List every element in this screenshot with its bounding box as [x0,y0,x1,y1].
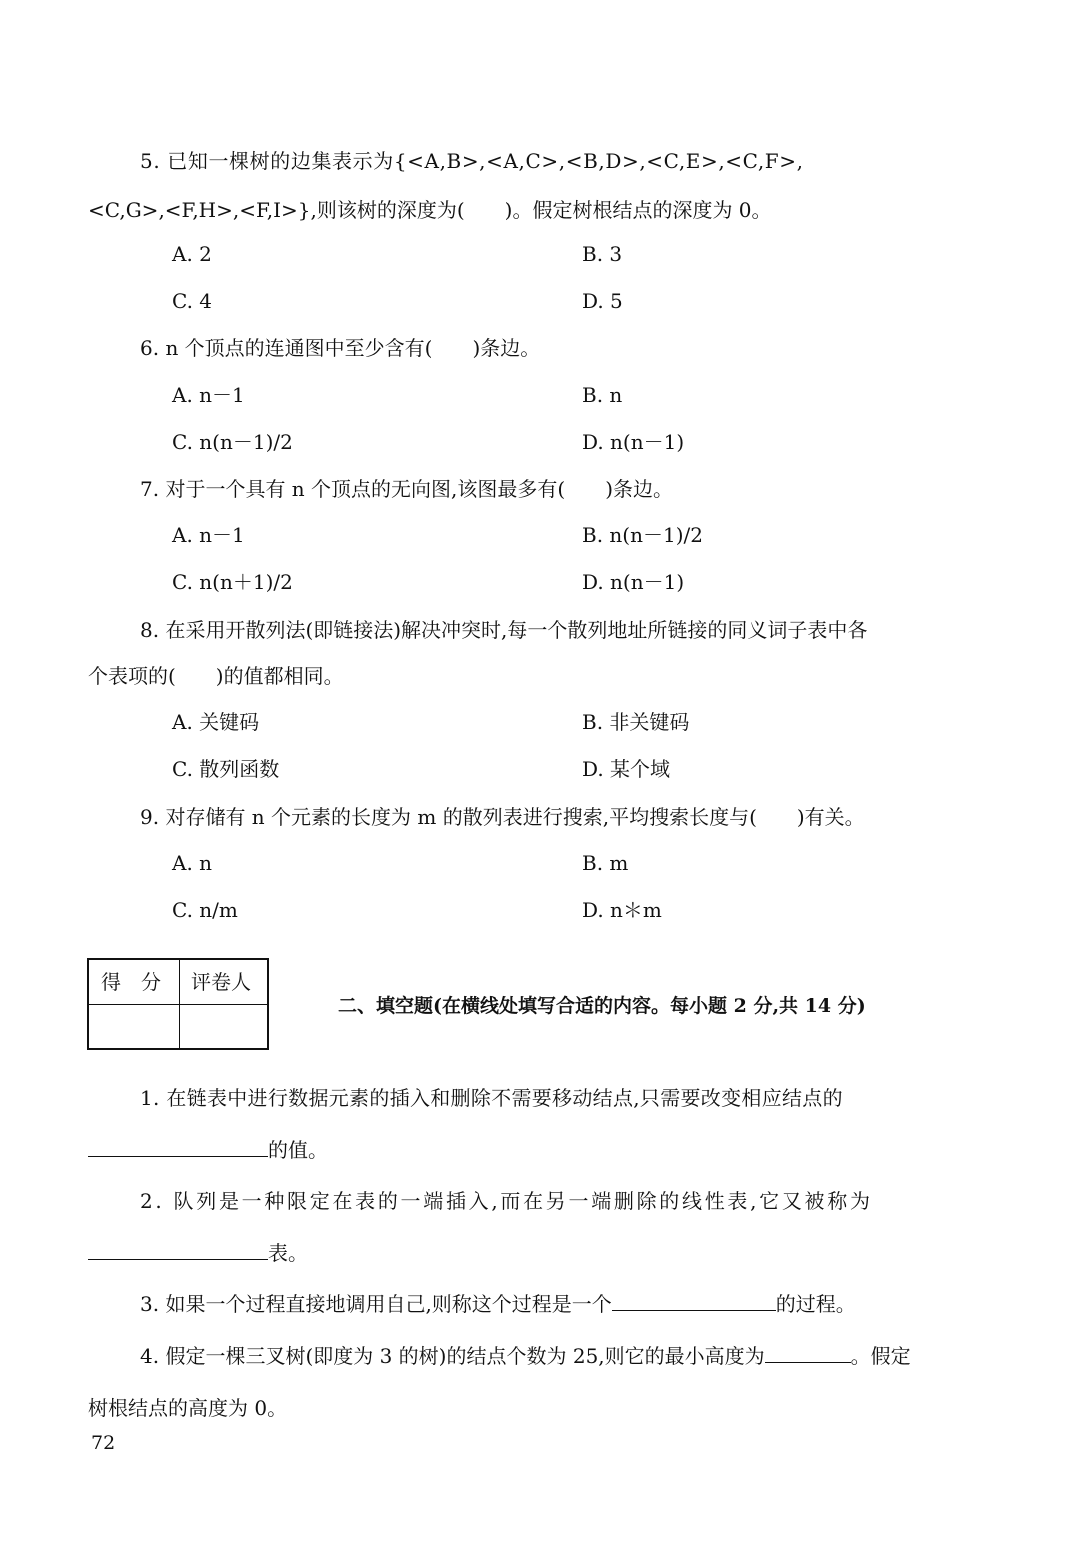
q8-option-c: C. 散列函数 [172,757,280,781]
q7-stem: 7. 对于一个具有 n 个顶点的无向图,该图最多有( )条边。 [140,477,673,501]
q8-stem-line2: 个表项的( )的值都相同。 [88,664,344,688]
fill2-blank[interactable] [88,1241,268,1260]
fill4-suffix: 。假定 [850,1344,911,1368]
fill4-stem-line1 [140,1342,911,1370]
q7-option-c: C. n(n＋1)/2 [172,570,293,594]
q5-option-a: A. 2 [172,242,212,266]
q8-option-a: A. 关键码 [172,710,260,734]
q5-stem-line1: 5. 已知一棵树的边集表示为{<A,B>,<A,C>,<B,D>,<C,E>,<C,F>, [140,149,804,173]
fill2-stem-line2 [88,1239,308,1267]
fill1-suffix: 的值。 [268,1138,328,1162]
q6-option-b: B. n [582,383,623,407]
fill1-stem-line2 [88,1136,328,1164]
q8-stem-line1: 8. 在采用开散列法(即链接法)解决冲突时,每一个散列地址所链接的同义词子表中各 [140,618,868,642]
score-table-row-divider [89,1004,267,1005]
q5-option-d: D. 5 [582,289,623,313]
fill1-blank[interactable] [88,1138,268,1157]
q7-option-d: D. n(n－1) [582,570,685,594]
q5-option-b: B. 3 [582,242,623,266]
fill3-suffix: 的过程。 [775,1292,856,1316]
q9-option-d: D. n＊m [582,898,662,922]
fill4-blank[interactable] [765,1344,851,1363]
q9-option-b: B. m [582,851,629,875]
q5-option-c: C. 4 [172,289,213,313]
q7-option-b: B. n(n－1)/2 [582,523,703,547]
q6-option-d: D. n(n－1) [582,430,685,454]
q6-stem: 6. n 个顶点的连通图中至少含有( )条边。 [140,336,541,360]
q8-option-d: D. 某个域 [582,757,671,781]
fill1-stem-line1: 1. 在链表中进行数据元素的插入和删除不需要移动结点,只需要改变相应结点的 [140,1086,843,1110]
fill3-stem [140,1290,856,1318]
fill4-stem-line2: 树根结点的高度为 0。 [88,1396,288,1420]
fill3-prefix: 3. 如果一个过程直接地调用自己,则称这个过程是一个 [140,1292,612,1316]
section-2-title: 二、填空题(在横线处填写合适的内容。每小题 2 分,共 14 分) [338,995,866,1017]
fill2-stem-line1: 2. 队列是一种限定在表的一端插入,而在另一端删除的线性表,它又被称为 [140,1189,873,1213]
fill3-blank[interactable] [612,1292,776,1311]
page-number: 72 [91,1432,116,1454]
q5-stem-line2: <C,G>,<F,H>,<F,I>},则该树的深度为( )。假定树根结点的深度为 0。 [88,198,772,222]
grader-header: 评卷人 [191,970,251,994]
score-table [87,958,269,1050]
q9-option-c: C. n/m [172,898,238,922]
q8-option-b: B. 非关键码 [582,710,690,734]
q9-option-a: A. n [172,851,213,875]
q6-option-a: A. n－1 [172,383,245,407]
q6-option-c: C. n(n－1)/2 [172,430,293,454]
q7-option-a: A. n－1 [172,523,245,547]
fill4-prefix: 4. 假定一棵三叉树(即度为 3 的树)的结点个数为 25,则它的最小高度为 [140,1344,765,1368]
fill2-suffix: 表。 [268,1241,308,1265]
score-header: 得 分 [101,970,161,994]
q9-stem: 9. 对存储有 n 个元素的长度为 m 的散列表进行搜索,平均搜索长度与( )有关。 [140,805,865,829]
